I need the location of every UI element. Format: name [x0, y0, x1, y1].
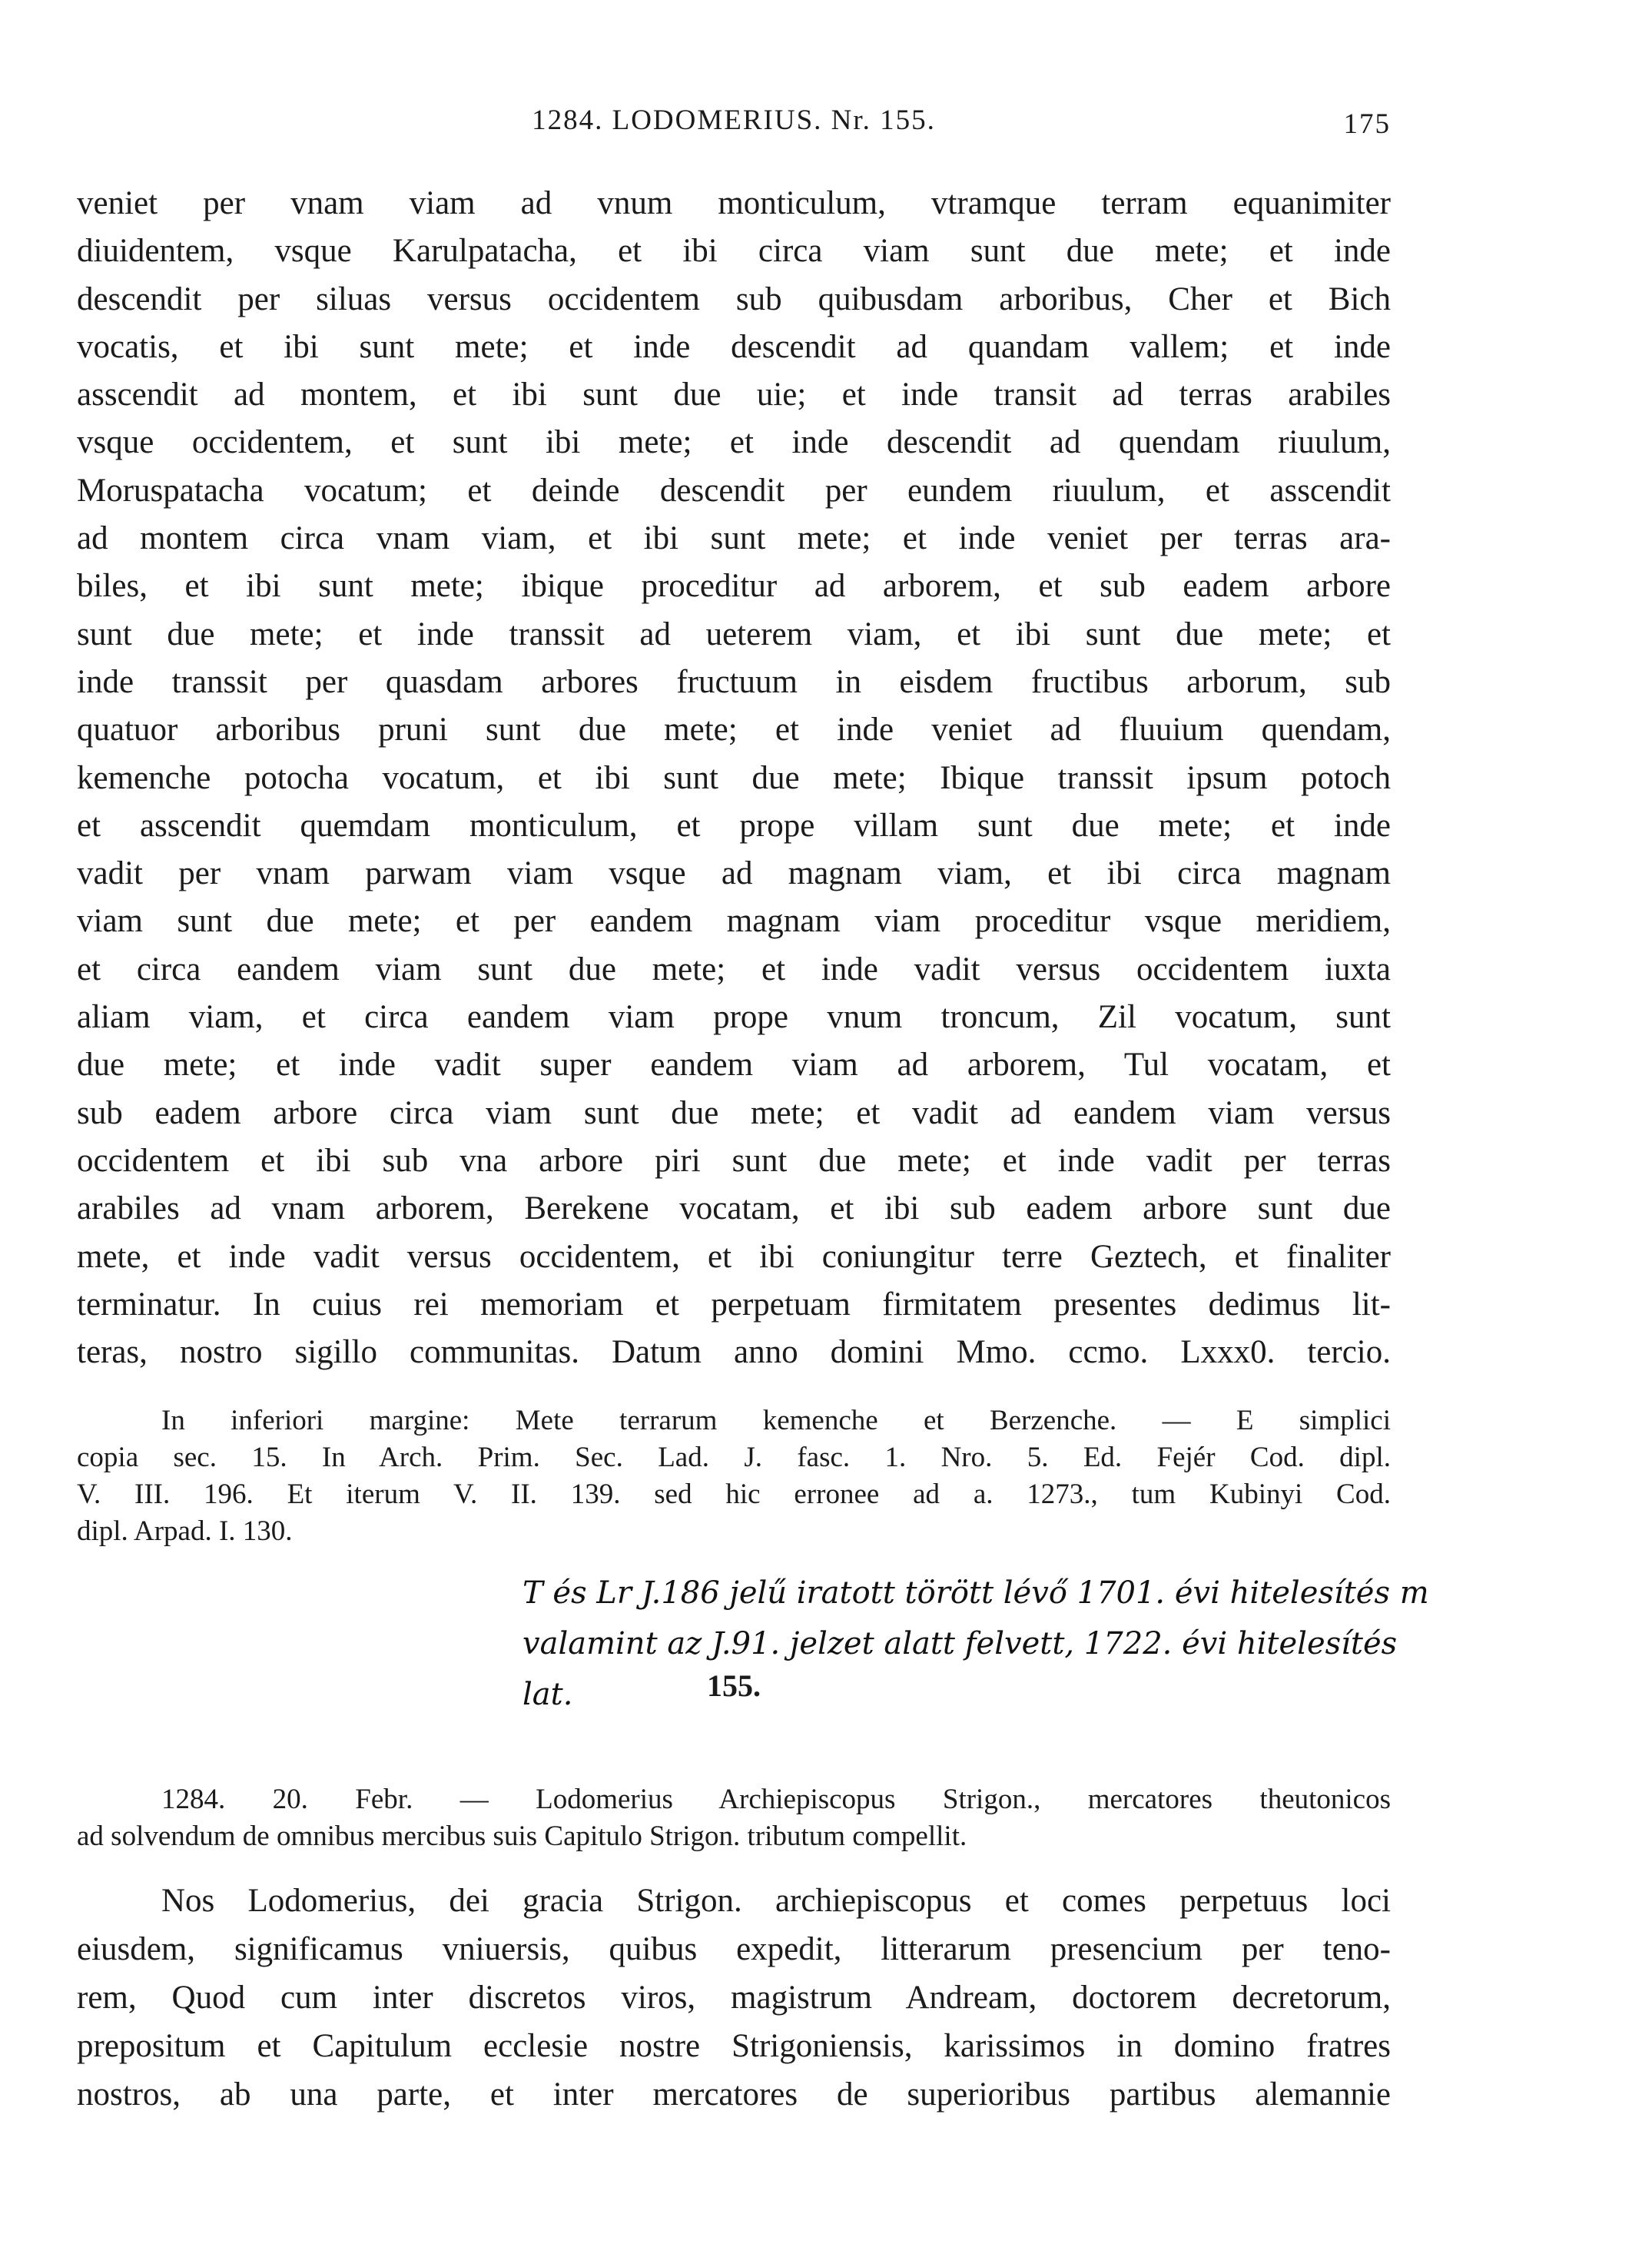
text-line: aliam viam, et circa eandem viam prope vnum troncum, Zil vocatum, sunt — [77, 999, 1391, 1036]
text-line: quatuor arboribus pruni sunt due mete; et inde veniet ad fluuium quendam, — [77, 712, 1391, 748]
running-header — [77, 104, 1391, 150]
text-line: eiusdem, significamus vniuersis, quibus expedit, litterarum presencium per teno- — [77, 1931, 1391, 1967]
text-line: veniet per vnam viam ad vnum monticulum, vtramque terram equanimiter — [77, 185, 1391, 221]
text-line: Moruspatacha vocatum; et deinde descendit per eundem riuulum, et asscendit — [77, 472, 1391, 509]
text-line: rem, Quod cum inter discretos viros, magistrum Andream, doctorem decretorum, — [77, 1980, 1391, 2016]
regest-line: ad solvendum de omnibus mercibus suis Capitulo Strigon. tributum compellit. — [77, 1821, 967, 1852]
charter-text-2 — [77, 1877, 1391, 2119]
document-number: 155. — [707, 1668, 761, 1703]
note-line: In inferiori margine: Mete terrarum kemenche et Berzenche. — E simplici — [161, 1405, 1391, 1436]
text-line: arabiles ad vnam arborem, Berekene vocatam, et ibi sub eadem arbore sunt due — [77, 1190, 1391, 1227]
text-line: vsque occidentem, et sunt ibi mete; et inde descendit ad quendam riuulum, — [77, 424, 1391, 461]
handwritten-annotation — [522, 1568, 1652, 1720]
regest — [77, 1781, 1391, 1855]
text-line: mete, et inde vadit versus occidentem, et ibi coniungitur terre Geztech, et finaliter — [77, 1238, 1391, 1275]
text-line: kemenche potocha vocatum, et ibi sunt due mete; Ibique transsit ipsum potoch — [77, 759, 1391, 796]
text-line: diuidentem, vsque Karulpatacha, et ibi circa viam sunt due mete; et inde — [77, 233, 1391, 270]
text-line: inde transsit per quasdam arbores fructuum in eisdem fructibus arborum, sub — [77, 663, 1391, 700]
text-line: ad montem circa vnam viam, et ibi sunt mete; et inde veniet per terras ara- — [77, 520, 1391, 557]
text-line: biles, et ibi sunt mete; ibique proceditur ad arborem, et sub eadem arbore — [77, 568, 1391, 605]
text-line: occidentem et ibi sub vna arbore piri sunt due mete; et inde vadit per terras — [77, 1142, 1391, 1179]
charter-text — [77, 180, 1391, 1376]
text-line: viam sunt due mete; et per eandem magnam viam proceditur vsque meridiem, — [77, 903, 1391, 940]
text-line: sub eadem arbore circa viam sunt due mete; et vadit ad eandem viam versus — [77, 1094, 1391, 1131]
text-line: prepositum et Capitulum ecclesie nostre Strigoniensis, karissimos in domino fratres — [77, 2028, 1391, 2064]
text-line: asscendit ad montem, et ibi sunt due uie; et inde transit ad terras arabiles — [77, 377, 1391, 413]
text-line: terminatur. In cuius rei memoriam et perpetuam firmitatem presentes dedimus lit- — [77, 1286, 1391, 1323]
text-line: vadit per vnam parwam viam vsque ad magnam viam, et ibi circa magnam — [77, 855, 1391, 892]
text-line: due mete; et inde vadit super eandem viam ad arborem, Tul vocatam, et — [77, 1047, 1391, 1084]
margin-note — [77, 1402, 1391, 1550]
regest-line: 1284. 20. Febr. — Lodomerius Archiepiscopus Strigon., mercatores theutonicos — [161, 1784, 1391, 1815]
text-line: et circa eandem viam sunt due mete; et inde vadit versus occidentem iuxta — [77, 951, 1391, 987]
text-line: teras, nostro sigillo communitas. Datum anno domini Mmo. ccmo. Lxxx0. tercio. — [77, 1334, 1391, 1371]
note-line: dipl. Arpad. I. 130. — [77, 1515, 293, 1547]
text-line: et asscendit quemdam monticulum, et prope villam sunt due mete; et inde — [77, 807, 1391, 844]
handwritten-line: valamint az J.91. jelzet alatt felvett, 1722. évi hitelesítés — [522, 1626, 1398, 1661]
note-line: copia sec. 15. In Arch. Prim. Sec. Lad. J. fasc. 1. Nro. 5. Ed. Fejér Cod. dipl. — [77, 1442, 1391, 1473]
running-title: 1284. LODOMERIUS. Nr. 155. — [532, 105, 936, 136]
note-line: V. III. 196. Et iterum V. II. 139. sed hic erronee ad a. 1273., tum Kubinyi Cod. — [77, 1479, 1391, 1510]
text-line: Nos Lodomerius, dei gracia Strigon. archiepiscopus et comes perpetuus loci — [161, 1883, 1391, 1919]
text-line: descendit per siluas versus occidentem sub quibusdam arboribus, Cher et Bich — [77, 280, 1391, 317]
handwritten-line: T és Lr J.186 jelű iratott törött lévő 1701. évi hitelesítés m — [522, 1575, 1429, 1611]
page-number: 175 — [1343, 108, 1391, 140]
text-line: vocatis, et ibi sunt mete; et inde descendit ad quandam vallem; et inde — [77, 328, 1391, 365]
text-line: sunt due mete; et inde transsit ad ueterem viam, et ibi sunt due mete; et — [77, 616, 1391, 652]
handwritten-line: lat. — [522, 1677, 573, 1712]
text-line: nostros, ab una parte, et inter mercatores de superioribus partibus alemannie — [77, 2076, 1391, 2113]
